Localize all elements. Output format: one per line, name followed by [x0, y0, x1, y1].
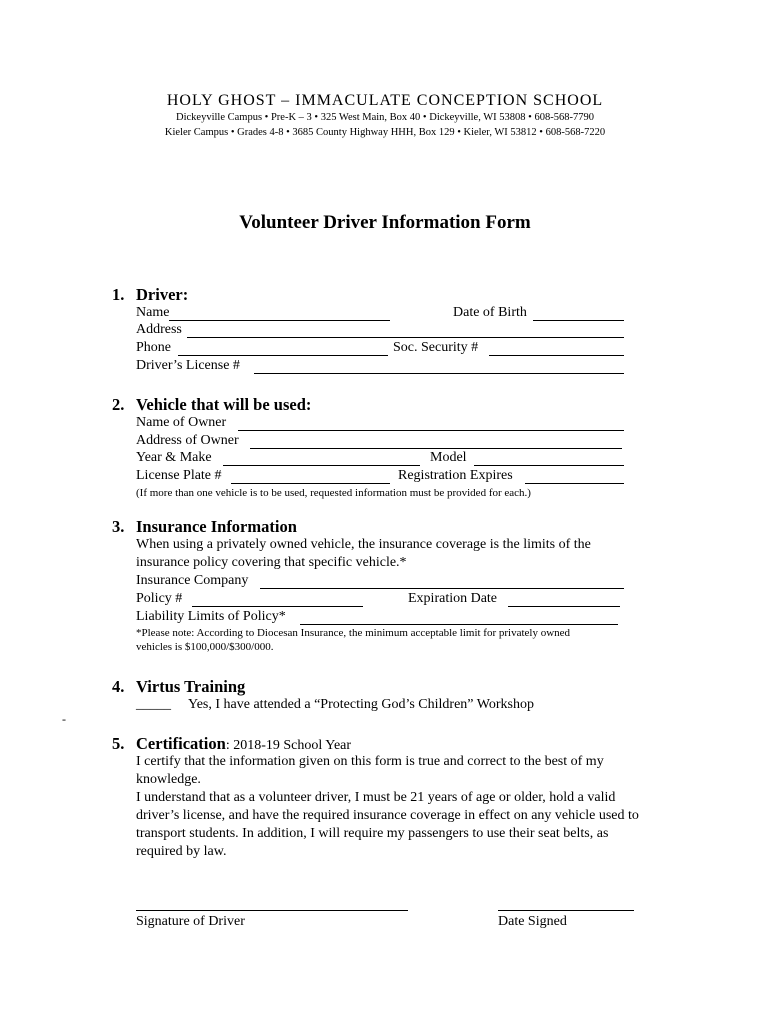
certification-line-4: driver’s license, and have the required insurance coverage in effect on any vehicle used to	[136, 808, 639, 823]
certification-line-5: transport students. In addition, I will require my passengers to use their seat belts, as	[136, 826, 609, 841]
owner-name-field[interactable]	[238, 430, 624, 431]
name-label: Name	[136, 305, 170, 320]
policy-label: Policy #	[136, 591, 183, 606]
license-plate-label: License Plate #	[136, 468, 222, 483]
year-make-label: Year & Make	[136, 450, 212, 465]
insurance-company-label: Insurance Company	[136, 573, 249, 588]
liability-field[interactable]	[300, 624, 618, 625]
ssn-label: Soc. Security #	[393, 340, 479, 355]
insurance-text-line1: When using a privately owned vehicle, the insurance coverage is the limits of the	[136, 537, 591, 552]
owner-name-label: Name of Owner	[136, 415, 227, 430]
year-make-field[interactable]	[223, 465, 420, 466]
section3-heading: Insurance Information	[136, 517, 297, 536]
insurance-company-field[interactable]	[260, 588, 624, 589]
vehicle-note: (If more than one vehicle is to be used, requested information must be provided for each.)	[136, 487, 531, 499]
section3-number: 3.	[112, 517, 125, 536]
school-year: : 2018-19 School Year	[225, 738, 352, 753]
drivers-license-label: Driver’s License #	[136, 358, 240, 373]
certification-line-2: knowledge.	[136, 772, 201, 787]
certification-heading: Certification	[136, 734, 226, 753]
section5-number: 5.	[112, 734, 125, 753]
name-field[interactable]	[169, 320, 390, 321]
registration-field[interactable]	[525, 483, 624, 484]
section4-number: 4.	[112, 677, 125, 696]
school-name: HOLY GHOST – IMMACULATE CONCEPTION SCHOOL	[166, 92, 604, 109]
address-field[interactable]	[187, 337, 624, 338]
expiration-label: Expiration Date	[408, 591, 498, 606]
virtus-blank[interactable]: _____	[136, 697, 171, 712]
date-signed-line[interactable]	[498, 910, 634, 911]
section1-number: 1.	[112, 285, 125, 304]
margin-mark: -	[62, 712, 66, 726]
insurance-text-line2: insurance policy covering that specific vehicle.*	[136, 555, 407, 570]
model-field[interactable]	[474, 465, 624, 466]
ssn-field[interactable]	[489, 355, 624, 356]
registration-label: Registration Expires	[398, 468, 513, 483]
certification-line-6: required by law.	[136, 844, 227, 859]
phone-field[interactable]	[178, 355, 388, 356]
date-signed-label: Date Signed	[498, 914, 567, 929]
owner-address-field[interactable]	[250, 448, 622, 449]
signature-label: Signature of Driver	[136, 914, 245, 929]
section4-heading: Virtus Training	[136, 677, 246, 696]
policy-field[interactable]	[192, 606, 363, 607]
insurance-note-line2: vehicles is $100,000/$300/000.	[136, 641, 274, 653]
dob-label: Date of Birth	[453, 305, 527, 320]
section2-heading: Vehicle that will be used:	[136, 395, 312, 414]
virtus-workshop-text: Yes, I have attended a “Protecting God’s Children” Workshop	[188, 697, 534, 712]
expiration-field[interactable]	[508, 606, 620, 607]
model-label: Model	[430, 450, 467, 465]
section2-number: 2.	[112, 395, 125, 414]
kieler-address: Kieler Campus • Grades 4-8 • 3685 County Highway HHH, Box 129 • Kieler, WI 53812 • 608-568-7220	[164, 127, 606, 138]
drivers-license-field[interactable]	[254, 373, 624, 374]
dob-field[interactable]	[533, 320, 624, 321]
certification-heading-row	[136, 734, 351, 754]
certification-line-1: I certify that the information given on this form is true and correct to the best of my	[136, 754, 604, 769]
certification-line-3: I understand that as a volunteer driver, I must be 21 years of age or older, hold a valid	[136, 790, 616, 805]
signature-line[interactable]	[136, 910, 408, 911]
section1-heading: Driver:	[136, 285, 189, 304]
dickeyville-address: Dickeyville Campus • Pre-K – 3 • 325 West Main, Box 40 • Dickeyville, WI 53808 • 608-568-7790	[176, 112, 594, 123]
insurance-note-line1: *Please note: According to Diocesan Insurance, the minimum acceptable limit for privately owned	[136, 627, 571, 639]
phone-label: Phone	[136, 340, 171, 355]
license-plate-field[interactable]	[231, 483, 390, 484]
address-label: Address	[136, 322, 182, 337]
owner-address-label: Address of Owner	[136, 433, 239, 448]
form-title: Volunteer Driver Information Form	[239, 212, 531, 233]
liability-label: Liability Limits of Policy*	[136, 609, 286, 624]
